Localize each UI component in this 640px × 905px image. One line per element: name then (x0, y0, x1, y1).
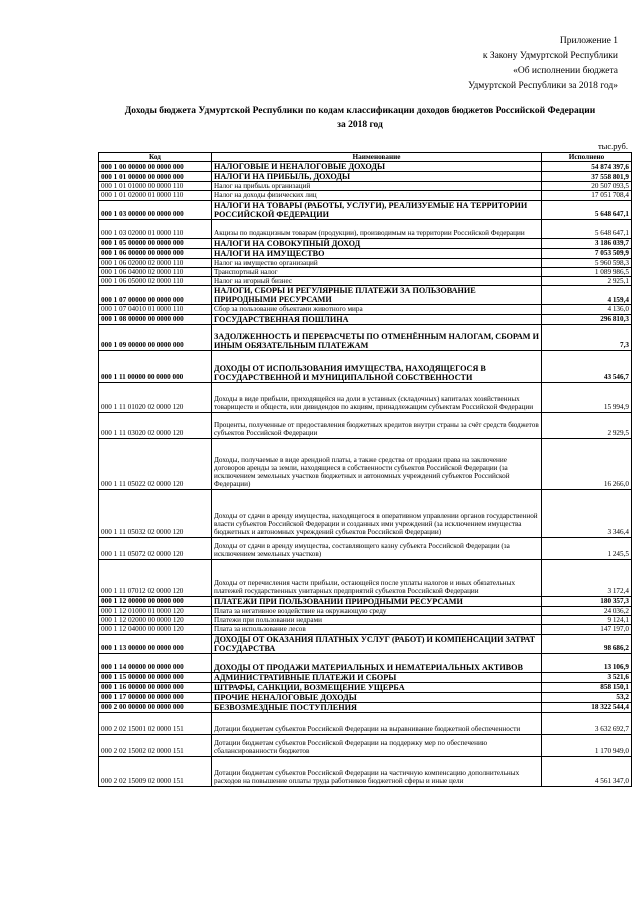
row-name: Доходы от сдачи в аренду имущества, находящегося в оперативном управлении органов государственной власти субъектов Российской Федерации и созданных ими учреждений (за исключением имущества бюджетных и автономных учреждений субъектов Российской Федерации) (212, 489, 542, 537)
table-row (99, 596, 632, 606)
row-code: 000 1 12 04000 00 0000 120 (99, 625, 212, 634)
row-value: 3 521,6 (542, 672, 632, 682)
row-value: 3 172,4 (542, 559, 632, 596)
table-row (99, 258, 632, 267)
table-row (99, 286, 632, 305)
row-value: 3 346,4 (542, 489, 632, 537)
row-name: ПЛАТЕЖИ ПРИ ПОЛЬЗОВАНИИ ПРИРОДНЫМИ РЕСУРСАМИ (212, 596, 542, 606)
row-code: 000 1 17 00000 00 0000 000 (99, 692, 212, 702)
table-row (99, 634, 632, 653)
row-value: 18 322 544,4 (542, 702, 632, 712)
row-name: Плата за использование лесов (212, 625, 542, 634)
row-code: 000 1 09 00000 00 0000 000 (99, 324, 212, 350)
row-name: НАЛОГИ, СБОРЫ И РЕГУЛЯРНЫЕ ПЛАТЕЖИ ЗА ПОЛЬЗОВАНИЕ ПРИРОДНЫМИ РЕСУРСАМИ (212, 286, 542, 305)
row-code: 000 1 11 05022 02 0000 120 (99, 438, 212, 489)
row-value: 147 197,0 (542, 625, 632, 634)
row-value: 1 089 986,5 (542, 267, 632, 276)
table-row (99, 324, 632, 350)
row-value: 37 558 801,9 (542, 172, 632, 182)
row-code: 000 1 03 02000 01 0000 110 (99, 219, 212, 238)
row-name: Налог на доходы физических лиц (212, 191, 542, 200)
table-row (99, 277, 632, 286)
table-row (99, 653, 632, 672)
row-value: 858 150,1 (542, 682, 632, 692)
row-code: 000 1 05 00000 00 0000 000 (99, 238, 212, 248)
row-code: 000 2 00 00000 00 0000 000 (99, 702, 212, 712)
row-name: ЗАДОЛЖЕННОСТЬ И ПЕРЕРАСЧЕТЫ ПО ОТМЕНЁННЫМ НАЛОГАМ, СБОРАМ И ИНЫМ ОБЯЗАТЕЛЬНЫМ ПЛАТЕЖАМ (212, 324, 542, 350)
units-label: тыс.руб. (597, 141, 628, 151)
row-code: 000 1 13 00000 00 0000 000 (99, 634, 212, 653)
table-row (99, 537, 632, 559)
row-value: 5 648 647,1 (542, 200, 632, 219)
row-name: БЕЗВОЗМЕЗДНЫЕ ПОСТУПЛЕНИЯ (212, 702, 542, 712)
row-name: Платежи при пользовании недрами (212, 616, 542, 625)
row-value: 7,3 (542, 324, 632, 350)
row-value: 180 357,3 (542, 596, 632, 606)
row-code: 000 1 06 02000 02 0000 110 (99, 258, 212, 267)
row-value: 24 036,2 (542, 606, 632, 615)
row-code: 000 1 11 00000 00 0000 000 (99, 350, 212, 382)
table-row (99, 489, 632, 537)
row-value: 98 686,2 (542, 634, 632, 653)
table-row (99, 712, 632, 734)
row-name: ДОХОДЫ ОТ ОКАЗАНИЯ ПЛАТНЫХ УСЛУГ (РАБОТ) И КОМПЕНСАЦИИ ЗАТРАТ ГОСУДАРСТВА (212, 634, 542, 653)
table-row (99, 162, 632, 172)
table-body (99, 162, 632, 787)
header-name: Наименование (212, 153, 542, 162)
row-name: Налог на имущество организаций (212, 258, 542, 267)
row-value: 9 124,1 (542, 616, 632, 625)
row-code: 000 1 01 02000 01 0000 110 (99, 191, 212, 200)
row-name: Дотации бюджетам субъектов Российской Федерации на поддержку мер по обеспечению сбалансированности бюджетов (212, 734, 542, 756)
table-row (99, 172, 632, 182)
row-value: 1 245,5 (542, 537, 632, 559)
row-code: 000 1 12 00000 00 0000 000 (99, 596, 212, 606)
row-code: 000 1 03 00000 00 0000 000 (99, 200, 212, 219)
row-name: ШТРАФЫ, САНКЦИИ, ВОЗМЕЩЕНИЕ УЩЕРБА (212, 682, 542, 692)
appendix-header (468, 34, 618, 94)
row-name: Плата за негативное воздействие на окружающую среду (212, 606, 542, 615)
row-code: 000 1 11 03020 02 0000 120 (99, 412, 212, 438)
row-name: Налог на игорный бизнес (212, 277, 542, 286)
row-code: 000 1 06 04000 02 0000 110 (99, 267, 212, 276)
table-row (99, 682, 632, 692)
appendix-line: «Об исполнении бюджета (513, 66, 618, 76)
table-row (99, 756, 632, 786)
row-value: 5 648 647,1 (542, 219, 632, 238)
row-name: НАЛОГОВЫЕ И НЕНАЛОГОВЫЕ ДОХОДЫ (212, 162, 542, 172)
row-code: 000 2 02 15009 02 0000 151 (99, 756, 212, 786)
row-name: Доходы в виде прибыли, приходящейся на доли в уставных (складочных) капиталах хозяйственных товариществ и обществ, или дивидендов по акциям, принадлежащим субъектам Российской Федерации (212, 382, 542, 412)
table-row (99, 438, 632, 489)
table-row (99, 191, 632, 200)
row-value: 4 159,4 (542, 286, 632, 305)
table-row (99, 305, 632, 314)
row-code: 000 1 11 01020 02 0000 120 (99, 382, 212, 412)
table-row (99, 702, 632, 712)
appendix-line: Приложение 1 (559, 36, 618, 46)
row-name: АДМИНИСТРАТИВНЫЕ ПЛАТЕЖИ И СБОРЫ (212, 672, 542, 682)
appendix-line: Удмуртской Республики за 2018 год» (468, 81, 618, 91)
row-name: ГОСУДАРСТВЕННАЯ ПОШЛИНА (212, 314, 542, 324)
row-code: 000 1 12 01000 01 0000 120 (99, 606, 212, 615)
row-code: 000 2 02 15001 02 0000 151 (99, 712, 212, 734)
row-code: 000 1 06 05000 02 0000 110 (99, 277, 212, 286)
row-code: 000 1 01 00000 00 0000 000 (99, 172, 212, 182)
row-value: 1 170 949,0 (542, 734, 632, 756)
row-code: 000 1 00 00000 00 0000 000 (99, 162, 212, 172)
row-name: НАЛОГИ НА ПРИБЫЛЬ, ДОХОДЫ (212, 172, 542, 182)
row-name: Налог на прибыль организаций (212, 182, 542, 191)
row-name: Акцизы по подакцизным товарам (продукции), производимым на территории Российской Федерации (212, 219, 542, 238)
table-row (99, 672, 632, 682)
row-value: 16 266,0 (542, 438, 632, 489)
row-name: ПРОЧИЕ НЕНАЛОГОВЫЕ ДОХОДЫ (212, 692, 542, 702)
appendix-line: к Закону Удмуртской Республики (482, 51, 618, 61)
row-code: 000 1 07 04010 01 0000 110 (99, 305, 212, 314)
row-code: 000 1 11 07012 02 0000 120 (99, 559, 212, 596)
row-code: 000 2 02 15002 02 0000 151 (99, 734, 212, 756)
row-name: Доходы от перечисления части прибыли, остающейся после уплаты налогов и иных обязательных платежей государственных унитарных предприятий субъектов Российской Федерации (212, 559, 542, 596)
row-value: 20 507 093,5 (542, 182, 632, 191)
table-row (99, 382, 632, 412)
document-title (90, 104, 630, 132)
title-line: за 2018 год (337, 120, 383, 130)
row-name: ДОХОДЫ ОТ ИСПОЛЬЗОВАНИЯ ИМУЩЕСТВА, НАХОДЯЩЕГОСЯ В ГОСУДАРСТВЕННОЙ И МУНИЦИПАЛЬНОЙ СОБСТВЕННОСТИ (212, 350, 542, 382)
row-name: Сбор за пользование объектами животного мира (212, 305, 542, 314)
row-code: 000 1 12 02000 00 0000 120 (99, 616, 212, 625)
table-row (99, 692, 632, 702)
table-row (99, 200, 632, 219)
row-code: 000 1 11 05072 02 0000 120 (99, 537, 212, 559)
row-name: ДОХОДЫ ОТ ПРОДАЖИ МАТЕРИАЛЬНЫХ И НЕМАТЕРИАЛЬНЫХ АКТИВОВ (212, 653, 542, 672)
row-name: НАЛОГИ НА ИМУЩЕСТВО (212, 248, 542, 258)
row-value: 5 960 598,3 (542, 258, 632, 267)
row-value: 2 925,1 (542, 277, 632, 286)
header-code: Код (99, 153, 212, 162)
row-value: 3 632 692,7 (542, 712, 632, 734)
row-code: 000 1 16 00000 00 0000 000 (99, 682, 212, 692)
row-name: Транспортный налог (212, 267, 542, 276)
row-name: НАЛОГИ НА СОВОКУПНЫЙ ДОХОД (212, 238, 542, 248)
row-code: 000 1 11 05032 02 0000 120 (99, 489, 212, 537)
row-code: 000 1 06 00000 00 0000 000 (99, 248, 212, 258)
row-name: Проценты, полученные от предоставления бюджетных кредитов внутри страны за счёт средств бюджетов субъектов Российской Федерации (212, 412, 542, 438)
table-row (99, 314, 632, 324)
table-row (99, 248, 632, 258)
row-value: 3 186 039,7 (542, 238, 632, 248)
row-value: 4 561 347,0 (542, 756, 632, 786)
table-row (99, 412, 632, 438)
row-value: 296 810,3 (542, 314, 632, 324)
row-name: Доходы, получаемые в виде арендной платы, а также средства от продажи права на заключение договоров аренды за земли, находящиеся в собственности субъектов Российской Федерации (за исключением земельных участков бюджетных и автономных учреждений субъектов Российской Федерации) (212, 438, 542, 489)
row-value: 2 929,5 (542, 412, 632, 438)
row-code: 000 1 01 01000 00 0000 110 (99, 182, 212, 191)
row-value: 43 546,7 (542, 350, 632, 382)
row-value: 7 053 509,9 (542, 248, 632, 258)
table-row (99, 219, 632, 238)
title-line: Доходы бюджета Удмуртской Республики по кодам классификации доходов бюджетов Российской Федерации (124, 106, 596, 116)
row-value: 4 136,0 (542, 305, 632, 314)
revenue-table (98, 152, 632, 787)
table-row (99, 350, 632, 382)
row-name: Дотации бюджетам субъектов Российской Федерации на частичную компенсацию дополнительных расходов на повышение оплаты труда работников бюджетной сферы и иные цели (212, 756, 542, 786)
table-header-row (99, 153, 632, 162)
table-row (99, 625, 632, 634)
row-code: 000 1 07 00000 00 0000 000 (99, 286, 212, 305)
row-value: 53,2 (542, 692, 632, 702)
table-row (99, 559, 632, 596)
row-code: 000 1 15 00000 00 0000 000 (99, 672, 212, 682)
row-value: 17 051 708,4 (542, 191, 632, 200)
row-value: 13 106,9 (542, 653, 632, 672)
table-row (99, 616, 632, 625)
row-name: Доходы от сдачи в аренду имущества, составляющего казну субъекта Российской Федерации (за исключением земельных участков) (212, 537, 542, 559)
row-value: 54 874 397,6 (542, 162, 632, 172)
row-code: 000 1 14 00000 00 0000 000 (99, 653, 212, 672)
table-row (99, 734, 632, 756)
header-value: Исполнено (542, 153, 632, 162)
row-name: Дотации бюджетам субъектов Российской Федерации на выравнивание бюджетной обеспеченности (212, 712, 542, 734)
table-row (99, 267, 632, 276)
table-row (99, 182, 632, 191)
row-name: НАЛОГИ НА ТОВАРЫ (РАБОТЫ, УСЛУГИ), РЕАЛИЗУЕМЫЕ НА ТЕРРИТОРИИ РОССИЙСКОЙ ФЕДЕРАЦИИ (212, 200, 542, 219)
table-row (99, 238, 632, 248)
table-row (99, 606, 632, 615)
row-code: 000 1 08 00000 00 0000 000 (99, 314, 212, 324)
row-value: 15 994,9 (542, 382, 632, 412)
